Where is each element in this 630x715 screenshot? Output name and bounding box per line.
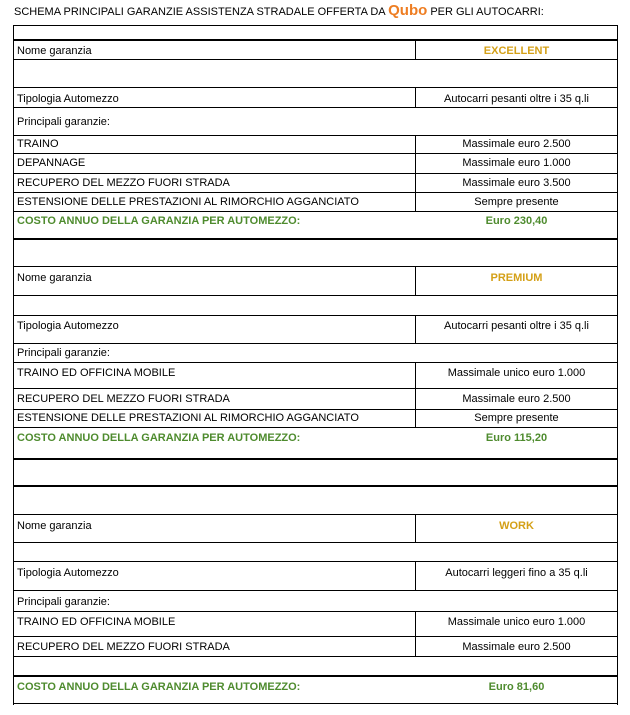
work-cost-label: COSTO ANNUO DELLA GARANZIA PER AUTOMEZZO: xyxy=(17,681,301,693)
excellent-tipologia-value: Autocarri pesanti oltre i 35 q.li xyxy=(444,93,589,105)
premium-row-label: TRAINO ED OFFICINA MOBILE xyxy=(17,367,176,379)
work-row-value: Massimale euro 2.500 xyxy=(462,641,571,653)
excellent-row-label: DEPANNAGE xyxy=(17,157,86,169)
guarantees-table xyxy=(13,25,618,705)
work-row-label: TRAINO ED OFFICINA MOBILE xyxy=(17,616,176,628)
premium-row-value: Massimale euro 2.500 xyxy=(462,393,571,405)
premium-name-label: Nome garanzia xyxy=(17,272,92,284)
premium-tipologia-label: Tipologia Automezzo xyxy=(17,320,119,332)
excellent-cost-value: Euro 230,40 xyxy=(485,215,548,227)
premium-cost-label: COSTO ANNUO DELLA GARANZIA PER AUTOMEZZO: xyxy=(17,432,301,444)
excellent-row-label: ESTENSIONE DELLE PRESTAZIONI AL RIMORCHIO AGGANCIATO xyxy=(17,196,359,208)
work-name-label: Nome garanzia xyxy=(17,520,92,532)
premium-tipologia-value: Autocarri pesanti oltre i 35 q.li xyxy=(444,320,589,332)
premium-row-value: Massimale unico euro 1.000 xyxy=(447,367,586,379)
page-title xyxy=(14,3,544,20)
excellent-row-value: Sempre presente xyxy=(474,196,559,208)
work-tipologia-value: Autocarri leggeri fino a 35 q.li xyxy=(445,567,588,579)
work-row-label: RECUPERO DEL MEZZO FUORI STRADA xyxy=(17,641,230,653)
excellent-tipologia-label: Tipologia Automezzo xyxy=(17,93,119,105)
work-row-value: Massimale unico euro 1.000 xyxy=(447,616,586,628)
excellent-name-value: EXCELLENT xyxy=(483,45,550,57)
work-name-value: WORK xyxy=(499,520,534,532)
work-cost-value: Euro 81,60 xyxy=(488,681,545,693)
title-suffix: PER GLI AUTOCARRI: xyxy=(430,6,544,18)
excellent-principali-label: Principali garanzie: xyxy=(17,116,110,128)
excellent-row-value: Massimale euro 1.000 xyxy=(462,157,571,169)
excellent-row-value: Massimale euro 3.500 xyxy=(462,177,571,189)
premium-row-label: ESTENSIONE DELLE PRESTAZIONI AL RIMORCHIO AGGANCIATO xyxy=(17,412,359,424)
premium-name-value: PREMIUM xyxy=(490,272,543,284)
work-principali-label: Principali garanzie: xyxy=(17,596,110,608)
excellent-cost-label: COSTO ANNUO DELLA GARANZIA PER AUTOMEZZO: xyxy=(17,215,301,227)
excellent-row-label: TRAINO xyxy=(17,138,59,150)
qubo-brand-logo: Qubo xyxy=(388,2,428,19)
premium-row-value: Sempre presente xyxy=(474,412,559,424)
premium-row-label: RECUPERO DEL MEZZO FUORI STRADA xyxy=(17,393,230,405)
work-tipologia-label: Tipologia Automezzo xyxy=(17,567,119,579)
excellent-row-value: Massimale euro 2.500 xyxy=(462,138,571,150)
premium-cost-value: Euro 115,20 xyxy=(485,432,548,444)
title-prefix: SCHEMA PRINCIPALI GARANZIE ASSISTENZA STRADALE OFFERTA DA xyxy=(14,6,386,18)
premium-principali-label: Principali garanzie: xyxy=(17,347,110,359)
excellent-name-label: Nome garanzia xyxy=(17,45,92,57)
excellent-row-label: RECUPERO DEL MEZZO FUORI STRADA xyxy=(17,177,230,189)
